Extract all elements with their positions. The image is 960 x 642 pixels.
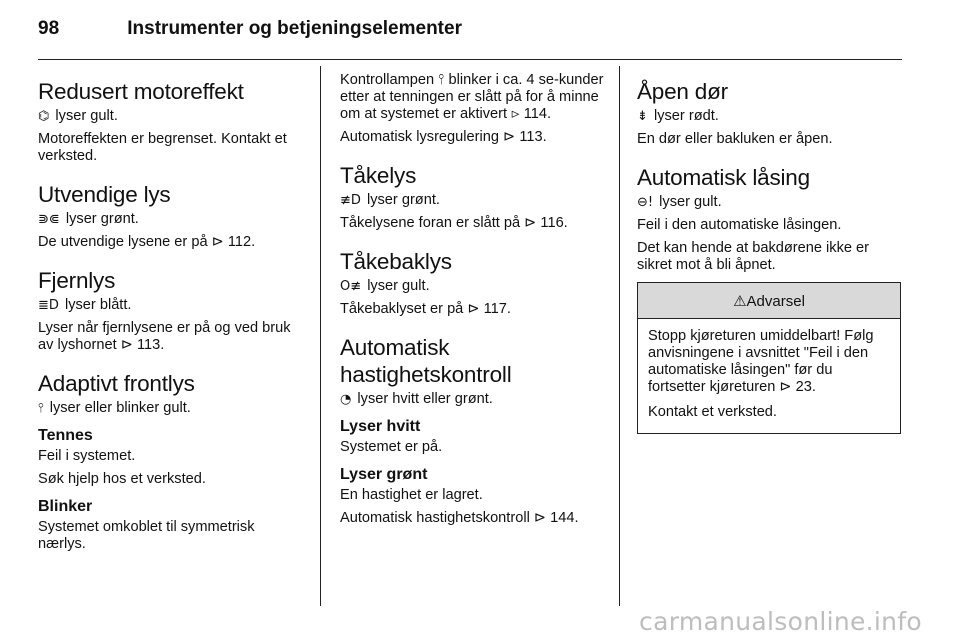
body-text: Feil i den automatiske låsingen. <box>637 217 842 233</box>
section-heading-takelys: Tåkelys <box>340 163 417 188</box>
status-line <box>38 297 306 314</box>
body-text: Tåkebaklyset er på ⊳ 117. <box>340 301 511 317</box>
body-text: Systemet omkoblet til symmetrisk nærlys. <box>38 519 255 552</box>
exterior-lights-icon: ⋑⋐ <box>38 212 60 227</box>
door-open-icon: ⇟ <box>637 109 648 124</box>
cruise-control-icon: ◔ <box>340 392 352 407</box>
subheading-lyser-hvitt: Lyser hvitt <box>340 418 421 435</box>
section-heading-automatisk-hastighetskontroll <box>340 334 608 388</box>
status-line <box>340 278 608 295</box>
body-text: Søk hjelp hos et verksted. <box>38 471 206 487</box>
section-heading-utvendige-lys: Utvendige lys <box>38 182 171 207</box>
status-line <box>38 400 306 417</box>
status-text: lyser gult. <box>659 194 722 210</box>
section-heading-takebaklys: Tåkebaklys <box>340 249 452 274</box>
column-divider-1 <box>320 66 321 606</box>
subheading-blinker: Blinker <box>38 498 93 515</box>
section-heading-adaptivt-frontlys: Adaptivt frontlys <box>38 371 195 396</box>
chapter-title: Instrumenter og betjeningselementer <box>127 18 462 39</box>
fog-light-icon: ≢D <box>340 193 361 208</box>
heading-line: hastighetskontroll <box>340 362 512 387</box>
heading-line: Automatisk <box>340 335 450 360</box>
high-beam-icon: ≣D <box>38 298 59 313</box>
body-text: Tåkelysene foran er slått på ⊳ 116. <box>340 215 568 231</box>
body-text: En dør eller bakluken er åpen. <box>637 131 833 147</box>
body-text: Lyser når fjernlysene er på og ved bruk av lyshornet ⊳ 113. <box>38 320 291 353</box>
column-3 <box>637 66 901 434</box>
body-text: Kontrollampen ⫯ blinker i ca. 4 se-kunder etter at tenningen er slått på for å minne om at systemet er aktivert ⊳ 114. <box>340 72 604 122</box>
warning-text: Stopp kjøreturen umiddelbart! Følg anvisningene i avsnittet "Feil i den automatiske låsingen" før du fortsetter kjøreturen ⊳ 23. <box>648 328 874 395</box>
header-rule <box>38 59 902 60</box>
section-heading-automatisk-lasing: Automatisk låsing <box>637 165 810 190</box>
status-text: lyser hvitt eller grønt. <box>357 391 493 407</box>
body-text: Automatisk lysregulering ⊳ 113. <box>340 129 547 145</box>
status-line <box>637 194 901 211</box>
status-line <box>38 108 306 125</box>
column-1 <box>38 66 306 559</box>
status-line <box>38 211 306 228</box>
status-text: lyser gult. <box>367 278 430 294</box>
status-line <box>340 391 608 408</box>
body-text: Automatisk hastighetskontroll ⊳ 144. <box>340 510 579 526</box>
body-text: Det kan hende at bakdørene ikke er sikret mot å bli åpnet. <box>637 240 870 273</box>
column-divider-2 <box>619 66 620 606</box>
subheading-lyser-gront: Lyser grønt <box>340 466 428 483</box>
page-number: 98 <box>38 18 60 39</box>
page-header <box>38 18 462 40</box>
section-heading-apen-dor: Åpen dør <box>637 79 728 104</box>
section-heading-redusert-motoreffekt: Redusert motoreffekt <box>38 79 244 104</box>
warning-text: Kontakt et verksted. <box>648 404 777 420</box>
body-text: Feil i systemet. <box>38 448 136 464</box>
body-text: Motoreffekten er begrenset. Kontakt et verksted. <box>38 131 287 164</box>
body-text: En hastighet er lagret. <box>340 487 483 503</box>
subheading-tennes: Tennes <box>38 427 93 444</box>
watermark: carmanualsonline.info <box>639 607 922 636</box>
rear-fog-light-icon: O≢ <box>340 279 362 294</box>
status-text: lyser gult. <box>55 108 118 124</box>
engine-power-icon: ⌬ <box>38 109 50 124</box>
adaptive-light-icon: ⫯ <box>38 401 44 416</box>
status-text: lyser eller blinker gult. <box>49 400 191 416</box>
warning-title: ⚠Advarsel <box>638 283 900 319</box>
status-text: lyser grønt. <box>65 211 139 227</box>
status-text: lyser blått. <box>64 297 132 313</box>
body-text: Systemet er på. <box>340 439 443 455</box>
column-2 <box>340 66 608 533</box>
section-heading-fjernlys: Fjernlys <box>38 268 116 293</box>
auto-lock-icon: ⊖! <box>637 195 654 210</box>
status-text: lyser grønt. <box>366 192 440 208</box>
status-line <box>340 192 608 209</box>
body-text: De utvendige lysene er på ⊳ 112. <box>38 234 256 250</box>
status-line <box>637 108 901 125</box>
warning-box <box>637 282 901 434</box>
status-text: lyser rødt. <box>653 108 719 124</box>
warning-body <box>638 319 900 433</box>
